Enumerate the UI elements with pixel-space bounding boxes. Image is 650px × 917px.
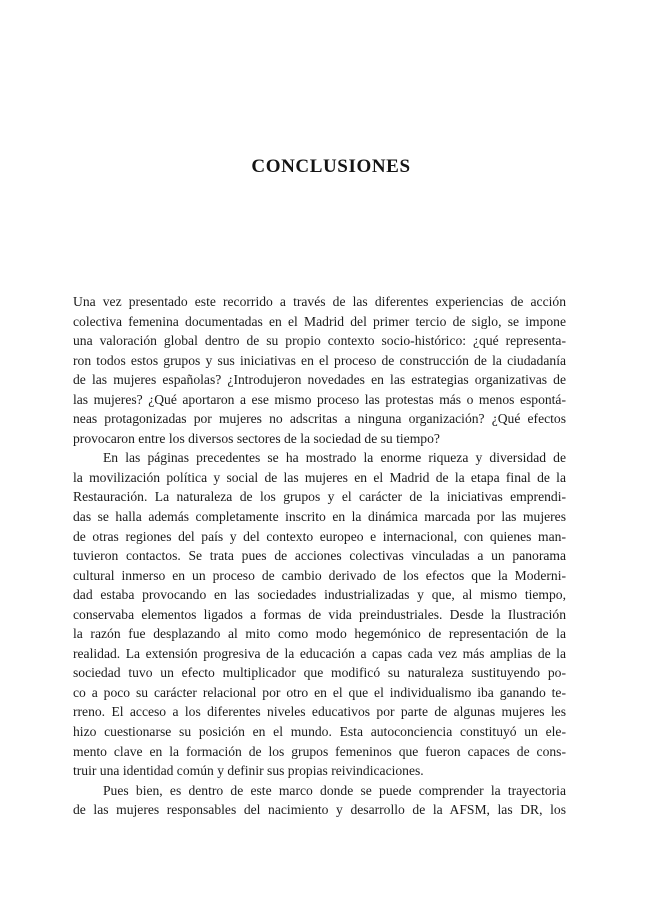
text-line: una valoración global dentro de su propio contexto socio-histórico: ¿qué representa- — [73, 333, 566, 349]
text-line: Restauración. La naturaleza de los grupos y el carácter de la iniciativas emprendi- — [73, 489, 566, 505]
text-line: das se halla además completamente inscrito en la dinámica marcada por las mujeres — [73, 509, 566, 525]
text-line: hizo cuestionarse su posición en el mundo. Esta autoconciencia constituyó un ele- — [73, 724, 566, 740]
text-line: tuvieron contactos. Se trata pues de acciones colectivas vinculadas a un panorama — [73, 548, 566, 564]
chapter-title: CONCLUSIONES — [251, 156, 411, 177]
text-line: ron todos estos grupos y sus iniciativas en el proceso de construcción de la ciudadanía — [73, 352, 566, 368]
text-line: Una vez presentado este recorrido a través de las diferentes experiencias de acción — [73, 294, 566, 309]
text-line: Pues bien, es dentro de este marco donde se puede comprender la trayectoria — [103, 782, 566, 798]
text-line: dad estaba provocando en las sociedades industrializadas y que, al mismo tiempo, — [73, 587, 566, 603]
text-line: de las mujeres responsables del nacimiento y desarrollo de la AFSM, las DR, los — [73, 802, 566, 818]
text-line: sociedad tuvo un efecto multiplicador que modificó su naturaleza sustituyendo po- — [73, 665, 566, 681]
paragraph-3 — [73, 781, 566, 820]
text-line: conservaba elementos ligados a formas de vida preindustriales. Desde la Ilustración — [73, 606, 566, 622]
text-line: rreno. El acceso a los diferentes niveles educativos por parte de algunas mujeres les — [73, 704, 566, 720]
text-line: de otras regiones del país y del contexto europeo e internacional, con quienes man- — [73, 528, 566, 544]
text-line: truir una identidad común y definir sus propias reivindicaciones. — [73, 763, 424, 779]
text-line: realidad. La extensión progresiva de la educación a capas cada vez más amplias de la — [73, 645, 566, 661]
text-line: co a poco su carácter relacional por otro en el que el individualismo iba ganando te- — [73, 684, 566, 700]
text-line: de las mujeres españolas? ¿Introdujeron novedades en las estrategias organizativas de — [73, 372, 566, 388]
paragraph-2 — [73, 448, 566, 780]
body-text — [73, 292, 566, 820]
text-line: colectiva femenina documentadas en el Madrid del primer tercio de siglo, se impone — [73, 313, 566, 329]
text-line: la razón fue desplazando al mito como modo hegemónico de representación de la — [73, 626, 566, 642]
text-line: las mujeres? ¿Qué aportaron a ese mismo proceso las protestas más o menos espontá- — [73, 391, 566, 407]
text-line: mento clave en la formación de los grupos femeninos que fueron capaces de cons- — [73, 743, 566, 759]
text-line: provocaron entre los diversos sectores de la sociedad de su tiempo? — [73, 430, 440, 446]
text-line: la movilización política y social de las mujeres en el Madrid de la etapa final de la — [73, 469, 566, 485]
text-line: neas protagonizadas por mujeres no adscritas a ninguna organización? ¿Qué efectos — [73, 411, 566, 427]
paragraph-1 — [73, 292, 566, 448]
text-line: En las páginas precedentes se ha mostrado la enorme riqueza y diversidad de — [103, 450, 566, 466]
text-line: cultural inmerso en un proceso de cambio derivado de los efectos que la Moderni- — [73, 567, 566, 583]
